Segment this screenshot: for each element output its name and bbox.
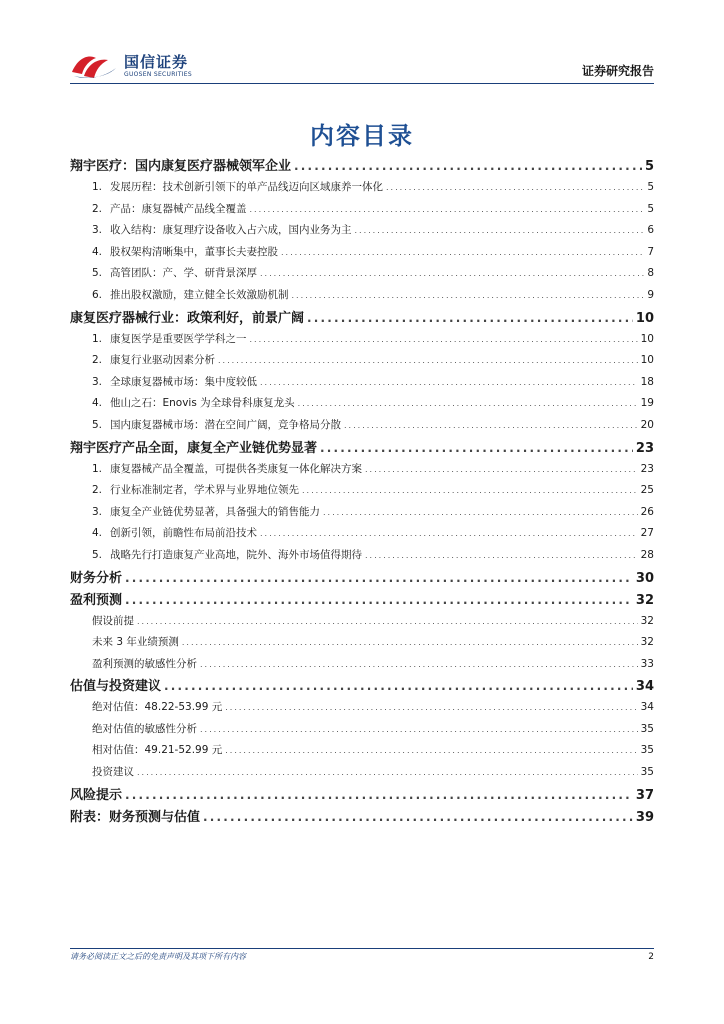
- toc-item-title: 未来 3 年业绩预测: [92, 636, 179, 649]
- toc-section-title: 估值与投资建议: [70, 679, 162, 695]
- toc-section-entry[interactable]: [70, 784, 654, 806]
- toc-item-number: 6.: [92, 288, 103, 301]
- toc-section-entry[interactable]: [70, 675, 654, 697]
- toc-leader-dots: [164, 675, 633, 697]
- toc-item-page: 27: [640, 527, 654, 540]
- toc-subsection-entry[interactable]: [70, 654, 654, 676]
- toc-item-number: 5.: [92, 548, 103, 561]
- footer-divider: [70, 948, 654, 949]
- toc-item-page: 5: [647, 202, 654, 215]
- toc-item-number: 3.: [92, 505, 103, 518]
- toc-leader-dots: [200, 719, 638, 741]
- toc-item-page: 10: [640, 332, 654, 345]
- logo-english-name: GUOSEN SECURITIES: [124, 70, 193, 78]
- toc-item-title: 推出股权激励，建立健全长效激励机制: [110, 288, 289, 301]
- toc-item-page: 35: [640, 744, 654, 757]
- toc-section-page: 37: [635, 787, 654, 803]
- page-header: [70, 48, 654, 84]
- toc-subsection-entry[interactable]: [70, 242, 654, 264]
- toc-item-number: 2.: [92, 484, 103, 497]
- toc-item-page: 23: [640, 462, 654, 475]
- toc-leader-dots: [365, 545, 638, 567]
- toc-section-page: 23: [635, 440, 654, 456]
- toc-subsection-entry[interactable]: [70, 393, 654, 415]
- toc-item-page: 20: [640, 418, 654, 431]
- toc-item-number: 4.: [92, 397, 103, 410]
- toc-leader-dots: [386, 177, 644, 199]
- toc-item-page: 32: [640, 614, 654, 627]
- toc-leader-dots: [260, 263, 644, 285]
- toc-section-page: 34: [635, 679, 654, 695]
- toc-leader-dots: [344, 415, 638, 437]
- toc-item-page: 35: [640, 722, 654, 735]
- toc-item-page: 10: [640, 354, 654, 367]
- toc-item-page: 26: [640, 505, 654, 518]
- toc-subsection-entry[interactable]: [70, 719, 654, 741]
- toc-leader-dots: [218, 350, 638, 372]
- toc-subsection-entry[interactable]: [70, 762, 654, 784]
- toc-item-page: 33: [640, 657, 654, 670]
- toc-item-title: 发展历程：技术创新引领下的单产品线迈向区域康养一体化: [110, 181, 383, 193]
- toc-section-entry[interactable]: [70, 567, 654, 589]
- toc-item-number: 1.: [92, 181, 103, 193]
- toc-section-entry[interactable]: [70, 437, 654, 459]
- toc-item-title: 康复全产业链优势显著，具备强大的销售能力: [110, 505, 320, 518]
- toc-item-page: 34: [640, 701, 654, 714]
- toc-item-title: 他山之石：Enovis 为全球骨科康复龙头: [110, 397, 295, 410]
- toc-subsection-entry[interactable]: [70, 372, 654, 394]
- toc-item-title: 盈利预测的敏感性分析: [92, 657, 197, 670]
- toc-leader-dots: [320, 437, 633, 459]
- toc-leader-dots: [323, 502, 638, 524]
- toc-section-title: 盈利预测: [70, 592, 123, 608]
- toc-leader-dots: [125, 784, 633, 806]
- toc-leader-dots: [200, 654, 638, 676]
- toc-title: 内容目录: [310, 122, 414, 150]
- toc-item-page: 25: [640, 484, 654, 497]
- toc-subsection-entry[interactable]: [70, 177, 654, 199]
- toc-subsection-entry[interactable]: [70, 350, 654, 372]
- logo-chinese-name: 国信证券: [124, 52, 189, 71]
- toc-leader-dots: [307, 307, 633, 329]
- toc-section-title: 附表：财务预测与估值: [70, 809, 201, 825]
- toc-leader-dots: [203, 806, 633, 828]
- toc-item-title: 投资建议: [92, 766, 134, 779]
- toc-subsection-entry[interactable]: [70, 545, 654, 567]
- toc-leader-dots: [137, 611, 638, 633]
- toc-leader-dots: [250, 199, 645, 221]
- toc-item-number: 5.: [92, 418, 103, 431]
- toc-section-title: 翔宇医疗：国内康复医疗器械领军企业: [70, 159, 292, 174]
- toc-item-page: 35: [640, 766, 654, 779]
- toc-item-title: 股权架构清晰集中，董事长夫妻控股: [110, 245, 278, 258]
- toc-item-number: 4.: [92, 245, 103, 258]
- toc-item-title: 康复医学是重要医学学科之一: [110, 332, 247, 345]
- footer-disclaimer: 请务必阅读正文之后的免责声明及其项下所有内容: [70, 952, 246, 961]
- toc-subsection-entry[interactable]: [70, 502, 654, 524]
- toc-leader-dots: [250, 329, 638, 351]
- toc-section-entry[interactable]: [70, 806, 654, 828]
- toc-item-page: 6: [647, 224, 654, 237]
- toc-leader-dots: [302, 480, 638, 502]
- toc-item-number: 4.: [92, 527, 103, 540]
- toc-item-page: 28: [640, 548, 654, 561]
- toc-item-number: 2.: [92, 202, 103, 215]
- toc-item-number: 2.: [92, 354, 103, 367]
- toc-leader-dots: [125, 589, 633, 611]
- toc-subsection-entry[interactable]: [70, 697, 654, 719]
- toc-section-page: 5: [644, 159, 654, 174]
- toc-section-page: 10: [635, 310, 654, 326]
- toc-leader-dots: [355, 220, 645, 242]
- toc-item-page: 5: [647, 181, 654, 193]
- toc-leader-dots: [182, 632, 638, 654]
- toc-item-number: 1.: [92, 462, 103, 475]
- toc-item-title: 国内康复器械市场：潜在空间广阔，竞争格局分散: [110, 418, 341, 431]
- toc-item-title: 康复器械产品全覆盖，可提供各类康复一体化解决方案: [110, 462, 362, 475]
- toc-subsection-entry[interactable]: [70, 285, 654, 307]
- toc-leader-dots: [365, 459, 638, 481]
- toc-leader-dots: [292, 285, 645, 307]
- toc-section-title: 翔宇医疗产品全面，康复全产业链优势显著: [70, 440, 318, 456]
- toc-leader-dots: [225, 697, 637, 719]
- page-number: 2: [648, 952, 654, 962]
- toc-subsection-entry[interactable]: [70, 329, 654, 351]
- table-of-contents: [70, 155, 654, 828]
- toc-item-title: 康复行业驱动因素分析: [110, 354, 215, 367]
- toc-leader-dots: [225, 740, 637, 762]
- toc-subsection-entry[interactable]: [70, 263, 654, 285]
- toc-section-title: 康复医疗器械行业：政策利好，前景广阔: [70, 310, 305, 326]
- toc-subsection-entry[interactable]: [70, 523, 654, 545]
- toc-leader-dots: [294, 155, 642, 177]
- guosen-logo-icon: [70, 52, 118, 80]
- toc-section-entry[interactable]: [70, 307, 654, 329]
- toc-section-page: 39: [635, 809, 654, 825]
- toc-item-number: 3.: [92, 375, 103, 388]
- toc-section-page: 30: [635, 570, 654, 586]
- toc-item-page: 32: [640, 636, 654, 649]
- toc-subsection-entry[interactable]: [70, 611, 654, 633]
- toc-subsection-entry[interactable]: [70, 632, 654, 654]
- toc-subsection-entry[interactable]: [70, 459, 654, 481]
- toc-item-number: 5.: [92, 267, 103, 280]
- report-type-label: 证券研究报告: [581, 64, 654, 78]
- guosen-logo: [70, 52, 192, 80]
- toc-leader-dots: [260, 372, 638, 394]
- toc-subsection-entry[interactable]: [70, 480, 654, 502]
- toc-item-page: 7: [647, 245, 654, 258]
- toc-item-title: 行业标准制定者，学术界与业界地位领先: [110, 484, 299, 497]
- toc-item-title: 产品：康复器械产品线全覆盖: [110, 202, 247, 215]
- toc-section-title: 财务分析: [70, 570, 123, 586]
- toc-item-title: 相对估值：49.21-52.99 元: [92, 744, 223, 757]
- toc-item-title: 收入结构：康复理疗设备收入占六成，国内业务为主: [110, 224, 352, 237]
- toc-item-number: 1.: [92, 332, 103, 345]
- toc-section-page: 32: [635, 592, 654, 608]
- toc-subsection-entry[interactable]: [70, 199, 654, 221]
- toc-item-page: 18: [640, 375, 654, 388]
- toc-item-page: 9: [647, 288, 654, 301]
- toc-item-page: 8: [647, 267, 654, 280]
- header-divider: [70, 83, 654, 84]
- toc-section-title: 风险提示: [70, 787, 123, 803]
- toc-leader-dots: [298, 393, 638, 415]
- toc-item-title: 绝对估值的敏感性分析: [92, 722, 197, 735]
- toc-subsection-entry[interactable]: [70, 415, 654, 437]
- toc-section-entry[interactable]: [70, 589, 654, 611]
- toc-leader-dots: [137, 762, 638, 784]
- toc-item-title: 高管团队：产、学、研背景深厚: [110, 267, 257, 280]
- toc-section-entry[interactable]: [70, 155, 654, 177]
- toc-item-number: 3.: [92, 224, 103, 237]
- toc-item-title: 绝对估值：48.22-53.99 元: [92, 701, 223, 714]
- toc-item-title: 创新引领，前瞻性布局前沿技术: [110, 527, 257, 540]
- toc-subsection-entry[interactable]: [70, 740, 654, 762]
- toc-item-title: 战略先行打造康复产业高地，院外、海外市场值得期待: [110, 548, 362, 561]
- toc-item-title: 全球康复器械市场：集中度较低: [110, 375, 257, 388]
- toc-leader-dots: [260, 523, 638, 545]
- toc-item-page: 19: [640, 397, 654, 410]
- toc-leader-dots: [125, 567, 633, 589]
- toc-item-title: 假设前提: [92, 614, 134, 627]
- toc-leader-dots: [281, 242, 644, 264]
- toc-subsection-entry[interactable]: [70, 220, 654, 242]
